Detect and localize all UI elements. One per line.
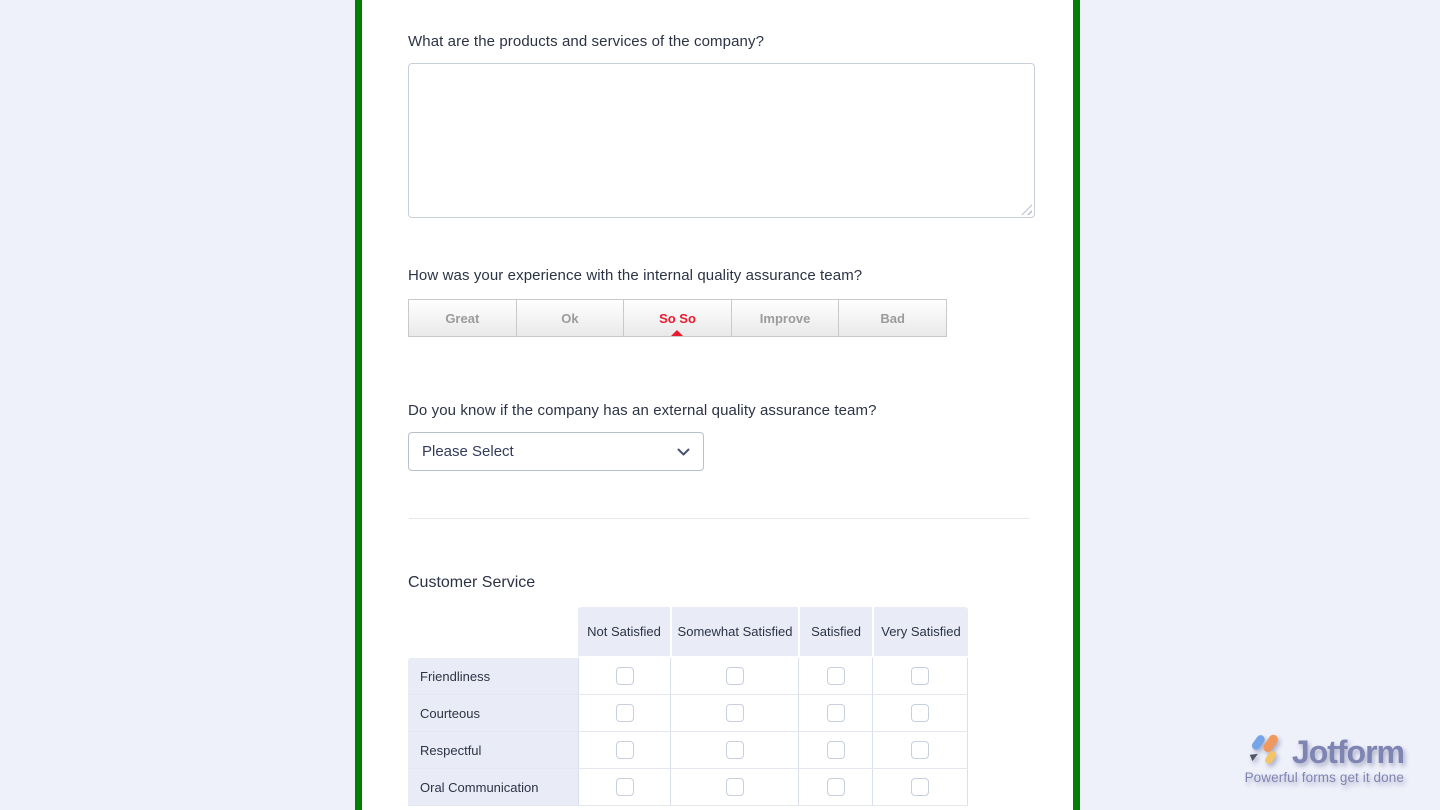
matrix-column-header: Somewhat Satisfied: [670, 607, 798, 656]
matrix-checkbox[interactable]: [827, 778, 845, 796]
matrix-cell: [798, 732, 872, 768]
jotform-logo-icon: [1247, 732, 1287, 772]
matrix-cell: [670, 769, 798, 805]
scale-option-improve[interactable]: [731, 300, 839, 336]
scale-option-label: So So: [659, 310, 696, 326]
matrix-cell: [872, 695, 968, 731]
scale-option-bad[interactable]: [838, 300, 946, 336]
matrix-checkbox[interactable]: [827, 667, 845, 685]
chevron-down-icon: [677, 448, 690, 456]
matrix-row-friendliness: [408, 658, 968, 695]
matrix-cell: [670, 732, 798, 768]
matrix-corner-cell: [408, 607, 578, 656]
matrix-cell: [578, 658, 670, 694]
select-value: Please Select: [422, 443, 514, 460]
jotform-tagline: Powerful forms get it done: [1244, 770, 1404, 785]
matrix-checkbox[interactable]: [726, 704, 744, 722]
matrix-row-label: Oral Communication: [408, 769, 578, 805]
matrix-header-row: [408, 607, 968, 656]
matrix-checkbox[interactable]: [827, 741, 845, 759]
matrix-row-label: Friendliness: [408, 658, 578, 694]
scale-option-label: Improve: [759, 310, 811, 326]
matrix-cell: [670, 695, 798, 731]
section-divider: [409, 518, 1029, 519]
field-customer-service-matrix: [408, 574, 1028, 806]
scale-option-label: Ok: [561, 310, 579, 326]
matrix-checkbox[interactable]: [726, 667, 744, 685]
matrix-cell: [670, 658, 798, 694]
scale-option-ok[interactable]: [516, 300, 624, 336]
matrix-column-header: Satisfied: [798, 607, 872, 656]
matrix-row-label: Respectful: [408, 732, 578, 768]
products-question-label: What are the products and services of the company?: [408, 33, 765, 50]
products-textarea-wrap: [408, 63, 1035, 218]
matrix-cell: [872, 732, 968, 768]
external-qa-select[interactable]: [408, 432, 704, 471]
matrix-checkbox[interactable]: [911, 741, 929, 759]
field-external-qa: [408, 402, 1028, 471]
matrix-cell: [798, 695, 872, 731]
matrix-checkbox[interactable]: [616, 741, 634, 759]
form-card: [355, 0, 1080, 810]
matrix-row-courteous: [408, 695, 968, 732]
matrix-column-header: Not Satisfied: [578, 607, 670, 656]
matrix-checkbox[interactable]: [616, 667, 634, 685]
experience-scale-group: [408, 299, 947, 337]
products-textarea[interactable]: [408, 63, 1035, 218]
matrix-cell: [798, 769, 872, 805]
matrix-cell: [578, 769, 670, 805]
scale-option-label: Great: [445, 310, 480, 326]
jotform-brand-text: Jotform: [1291, 734, 1404, 770]
experience-question-label: How was your experience with the internal quality assurance team?: [408, 267, 863, 284]
matrix-cell: [872, 658, 968, 694]
matrix-checkbox[interactable]: [616, 704, 634, 722]
matrix-row-respectful: [408, 732, 968, 769]
matrix-cell: [578, 695, 670, 731]
field-experience: [408, 267, 1028, 337]
form-content: [362, 33, 1073, 806]
matrix-table: [408, 607, 968, 806]
matrix-checkbox[interactable]: [726, 741, 744, 759]
scale-option-soso-selected[interactable]: [623, 300, 731, 336]
matrix-checkbox[interactable]: [827, 704, 845, 722]
matrix-checkbox[interactable]: [726, 778, 744, 796]
matrix-title: Customer Service: [408, 574, 536, 591]
scale-option-great[interactable]: [409, 300, 516, 336]
jotform-logo-row: [1245, 732, 1404, 772]
matrix-cell: [578, 732, 670, 768]
matrix-checkbox[interactable]: [911, 704, 929, 722]
matrix-checkbox[interactable]: [911, 778, 929, 796]
matrix-cell: [798, 658, 872, 694]
field-products: [408, 33, 1028, 218]
selected-marker-triangle-icon: [671, 330, 683, 336]
scale-option-label: Bad: [880, 310, 905, 326]
matrix-column-header: Very Satisfied: [872, 607, 968, 656]
matrix-checkbox[interactable]: [616, 778, 634, 796]
matrix-checkbox[interactable]: [911, 667, 929, 685]
matrix-row-oral-communication: [408, 769, 968, 806]
external-qa-question-label: Do you know if the company has an external quality assurance team?: [408, 402, 877, 419]
matrix-row-label: Courteous: [408, 695, 578, 731]
jotform-watermark[interactable]: [1245, 732, 1404, 785]
matrix-cell: [872, 769, 968, 805]
